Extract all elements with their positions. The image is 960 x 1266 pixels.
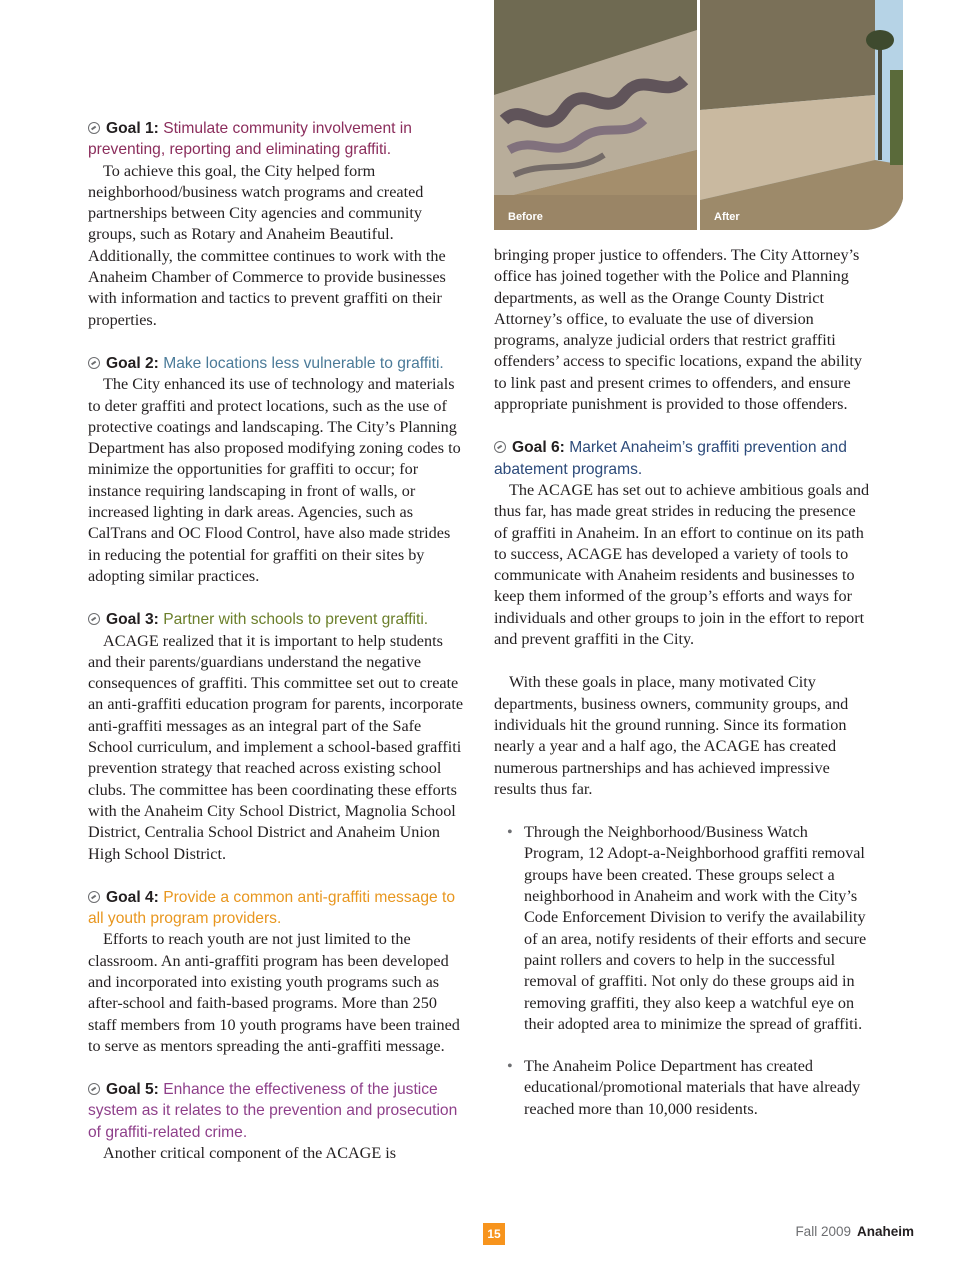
goal-2-title: Make locations less vulnerable to graffiti. bbox=[163, 354, 444, 372]
goal-5-heading bbox=[88, 1079, 466, 1143]
right-column bbox=[494, 245, 870, 1141]
goal-5 bbox=[88, 1079, 466, 1164]
goal-3-body: ACAGE realized that it is important to help students and their parents/guardians understand the negative consequences of graffiti. This committee set out to create an anti-graffiti education program for parents, incorporate anti-graffiti messages as an integral part of the Safe School curriculum, and implement a school-based graffiti prevention strategy that reached across existing school clubs. The committee has been coordinating these efforts with the Anaheim City School District, Magnolia School District, Centralia School District and Anaheim Union High School District. bbox=[88, 631, 464, 863]
footer bbox=[795, 1224, 914, 1239]
goal-6-title: Market Anaheim’s graffiti prevention and abatement programs. bbox=[494, 439, 847, 478]
list-item: • Through the Neighborhood/Business Watch Program, 12 Adopt-a-Neighborhood graffiti removal groups have been created. These groups select a neighborhood in Anaheim and work with the City’s Code Enforcement Division to verify the availability of an area, notify residents of their efforts and secure paint rollers and covers to help in the successful removal of graffiti. Not only do these groups aid in removing graffiti, they also keep a watchful eye on their adopted area to minimize the spread of graffiti. bbox=[494, 822, 870, 1035]
goal-1-heading bbox=[88, 118, 466, 161]
goal-1 bbox=[88, 118, 466, 331]
goal-4-body: Efforts to reach youth are not just limited to the classroom. An anti-graffiti program has been developed and incorporated into existing youth programs such as after-school and faith-based programs. More than 250 staff members from 10 youth programs have been trained to serve as mentors spreading the anti-graffiti message. bbox=[88, 930, 460, 1055]
after-caption: After bbox=[714, 211, 740, 223]
goal-3-heading bbox=[88, 609, 466, 630]
goal-bullet-icon bbox=[494, 441, 506, 453]
before-after-photos bbox=[494, 0, 904, 230]
before-wall-illustration bbox=[494, 0, 697, 230]
goal-3 bbox=[88, 609, 466, 865]
goal-bullet-icon bbox=[88, 1083, 100, 1095]
goal-2 bbox=[88, 353, 466, 587]
goal-bullet-icon bbox=[88, 891, 100, 903]
goal-6 bbox=[494, 437, 870, 650]
goal-5-label: Goal 5: bbox=[106, 1081, 159, 1099]
goal-5-continued: bringing proper justice to offenders. The City Attorney’s office has joined together with the Police and Planning departments, as well as the Orange County District Attorney’s office, to evaluate the use of diversion programs, analyze judicial orders that restrict graffiti offenders’ access to specific locations, expand the ability to link past and present crimes to offenders, and ensure appropriate punishment is provided to those offenders. bbox=[494, 246, 862, 414]
goal-2-heading bbox=[88, 353, 466, 374]
goal-1-body: To achieve this goal, the City helped form neighborhood/business watch programs and created partnerships between City agencies and community groups, such as Rotary and Anaheim Beautiful. Additionally, the committee continues to work with the Anaheim Chamber of Commerce to provide businesses with information and tactics to prevent graffiti on their properties. bbox=[88, 161, 446, 329]
goal-2-body: The City enhanced its use of technology and materials to deter graffiti and protect locations, such as the use of protective coatings and landscaping. The City’s Planning Department has also proposed modifying zoning codes to minimize the opportunities for graffiti to occur; for instance requiring landscaping in front of walls, or increased lighting in dark areas. Agencies, such as CalTrans and OC Flood Control, have also made strides in reducing the potential for graffiti on their sites by adopting similar practices. bbox=[88, 375, 461, 585]
goal-2-label: Goal 2: bbox=[106, 354, 159, 372]
goal-5-body: Another critical component of the ACAGE is bbox=[103, 1144, 397, 1163]
goal-4-label: Goal 4: bbox=[106, 888, 159, 906]
goal-1-label: Goal 1: bbox=[106, 120, 159, 137]
goal-3-title: Partner with schools to prevent graffiti. bbox=[163, 611, 429, 629]
goal-4-title: Provide a common anti-graffiti message to all youth program providers. bbox=[88, 888, 455, 928]
after-wall-illustration bbox=[700, 0, 903, 230]
left-column bbox=[88, 118, 466, 1186]
before-photo bbox=[494, 0, 697, 230]
goal-6-label: Goal 6: bbox=[512, 439, 565, 457]
before-caption: Before bbox=[508, 211, 543, 223]
goal-6-heading bbox=[494, 437, 870, 480]
after-photo bbox=[700, 0, 903, 230]
goal-bullet-icon bbox=[88, 357, 100, 369]
goal-bullet-icon bbox=[88, 613, 100, 625]
summary-paragraph: With these goals in place, many motivated City departments, business owners, community groups, and individuals hit the ground running. Since its formation nearly a year and a half ago, the ACAGE has created numerous partnerships and has achieved impressive results thus far. bbox=[494, 673, 849, 798]
goal-5-title: Enhance the effectiveness of the justice system as it relates to the prevention and prosecution of graffiti-related crime. bbox=[88, 1081, 458, 1141]
goal-4 bbox=[88, 887, 466, 1057]
results-list bbox=[494, 822, 870, 1120]
page-number: 15 bbox=[483, 1223, 505, 1245]
issue-date: Fall 2009 bbox=[795, 1224, 851, 1239]
list-item: • The Anaheim Police Department has created educational/promotional materials that have already reached more than 10,000 residents. bbox=[494, 1056, 870, 1120]
goal-3-label: Goal 3: bbox=[106, 611, 159, 629]
goal-6-body: The ACAGE has set out to achieve ambitious goals and thus far, has made great strides in reducing the presence of graffiti in Anaheim. In an effort to continue on its path to success, ACAGE has developed a variety of tools to communicate with Anaheim residents and businesses to keep them informed of the group’s efforts and ways for individuals and other groups to join in the effort to report and prevent graffiti in the City. bbox=[494, 480, 870, 649]
publication-name: Anaheim bbox=[856, 1224, 914, 1239]
goal-4-heading bbox=[88, 887, 466, 930]
goal-bullet-icon bbox=[88, 122, 100, 134]
goal-1-title: Stimulate community involvement in preventing, reporting and eliminating graffiti. bbox=[88, 120, 412, 159]
